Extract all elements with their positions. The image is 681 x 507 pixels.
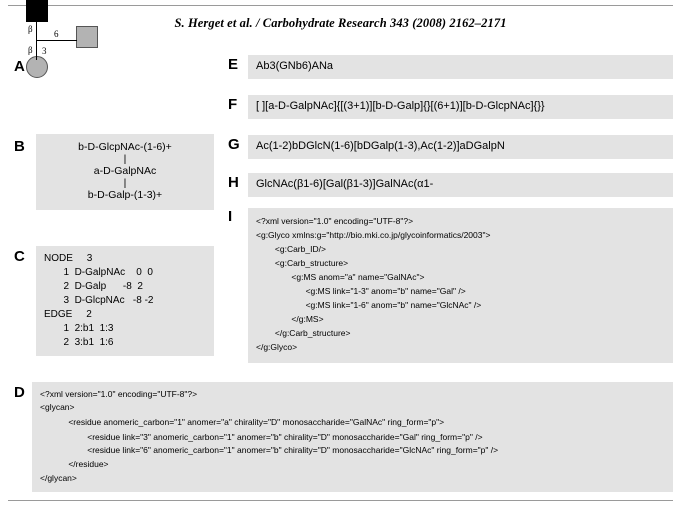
divider-bottom [8, 500, 673, 501]
edge-vertical-lower [36, 40, 37, 60]
panel-e-box [248, 55, 673, 79]
panel-b-line-1: b-D-GlcpNAc-(1-6)+ [78, 141, 172, 153]
panel-d-line-4: <residue link="3" anomeric_carbon="1" anomer="b" chirality="D" monosaccharide="Gal" ring_form="p" /> [40, 432, 483, 442]
grey-circle-gal-icon [26, 56, 48, 78]
panel-c-line-3: 2 D-Galp -8 2 [44, 281, 143, 292]
panel-i-line-9: </g:Carb_structure> [256, 328, 351, 338]
panel-i-box [248, 208, 673, 363]
panel-d-line-5: <residue link="6" anomeric_carbon="1" anomer="b" chirality="D" monosaccharide="GlcNAc" ring_form="p" /> [40, 445, 499, 455]
filled-square-galnac-icon [26, 0, 48, 22]
panel-d-line-3: <residue anomeric_carbon="1" anomer="a" chirality="D" monosaccharide="GalNAc" ring_form="p"> [40, 417, 445, 427]
panel-c-line-7: 2 3:b1 1:6 [44, 337, 114, 348]
panel-g-box [248, 135, 673, 159]
panel-d-line-2: <glycan> [40, 402, 75, 412]
panel-letter-h: H [228, 174, 239, 191]
panel-f-box [248, 95, 673, 119]
panel-d-line-1: <?xml version="1.0" encoding="UTF-8"?> [40, 389, 198, 399]
panel-c-box [36, 246, 214, 356]
panel-i-line-10: </g:Glyco> [256, 342, 298, 352]
panel-letter-c: C [14, 248, 25, 265]
panel-b-line-3: a-D-GalpNAc [93, 165, 157, 177]
panel-d-box [32, 382, 673, 492]
panel-c-line-4: 3 D-GlcpNAc -8 -2 [44, 295, 154, 306]
panel-c-line-2: 1 D-GalpNAc 0 0 [44, 267, 153, 278]
panel-i-line-1: <?xml version="1.0" encoding="UTF-8"?> [256, 216, 414, 226]
panel-d-line-7: </glycan> [40, 473, 77, 483]
panel-b-line-2: | [123, 153, 127, 165]
panel-b-line-5: b-D-Galp-(1-3)+ [87, 189, 163, 201]
label-three: 3 [42, 46, 47, 56]
panel-i-line-2: <g:Glyco xmlns:g="http://bio.mki.co.jp/glycoinformatics/2003"> [256, 230, 491, 240]
label-beta-lower: β [28, 45, 33, 55]
panel-letter-f: F [228, 96, 238, 113]
panel-c-line-1: NODE 3 [44, 253, 93, 264]
panel-f-text: [ ][a-D-GalpNAc]{[(3+1)][b-D-Galp]{}[(6+1)][b-D-GlcpNAc]{}} [256, 100, 545, 112]
panel-i-line-7: <g:MS link="1-6" anom="b" name="GlcNAc" /> [256, 300, 482, 310]
panel-letter-d: D [14, 384, 25, 401]
panel-c-line-6: 1 2:b1 1:3 [44, 323, 114, 334]
panel-g-text: Ac(1-2)bDGlcN(1-6)[bDGalp(1-3),Ac(1-2)]aDGalpN [256, 140, 505, 152]
label-beta-upper: β [28, 24, 33, 34]
panel-b-line-4: | [123, 177, 127, 189]
panel-h-text: GlcNAc(β1-6)[Gal(β1-3)]GalNAc(α1- [256, 178, 434, 190]
panel-i-line-6: <g:MS link="1-3" anom="b" name="Gal" /> [256, 286, 466, 296]
panel-i-line-4: <g:Carb_structure> [256, 258, 349, 268]
panel-letter-i: I [228, 208, 233, 225]
divider-top [8, 5, 673, 6]
panel-letter-g: G [228, 136, 240, 153]
grey-square-glcnac-icon [76, 26, 98, 48]
panel-b-box [36, 134, 214, 210]
panel-i-line-3: <g:Carb_ID/> [256, 244, 326, 254]
panel-d-line-6: </residue> [40, 459, 109, 469]
label-six: 6 [54, 29, 59, 39]
panel-letter-e: E [228, 56, 239, 73]
running-head: S. Herget et al. / Carbohydrate Research 343 (2008) 2162–2171 [174, 16, 507, 30]
edge-vertical [36, 22, 37, 40]
panel-letter-b: B [14, 138, 25, 155]
panel-c-line-5: EDGE 2 [44, 309, 92, 320]
panel-letter-a: A [14, 58, 25, 75]
panel-i-line-5: <g:MS anom="a" name="GalNAc"> [256, 272, 425, 282]
panel-i-line-8: </g:MS> [256, 314, 324, 324]
panel-h-box [248, 173, 673, 197]
panel-e-text: Ab3(GNb6)ANa [256, 60, 334, 72]
edge-horizontal [37, 40, 77, 41]
